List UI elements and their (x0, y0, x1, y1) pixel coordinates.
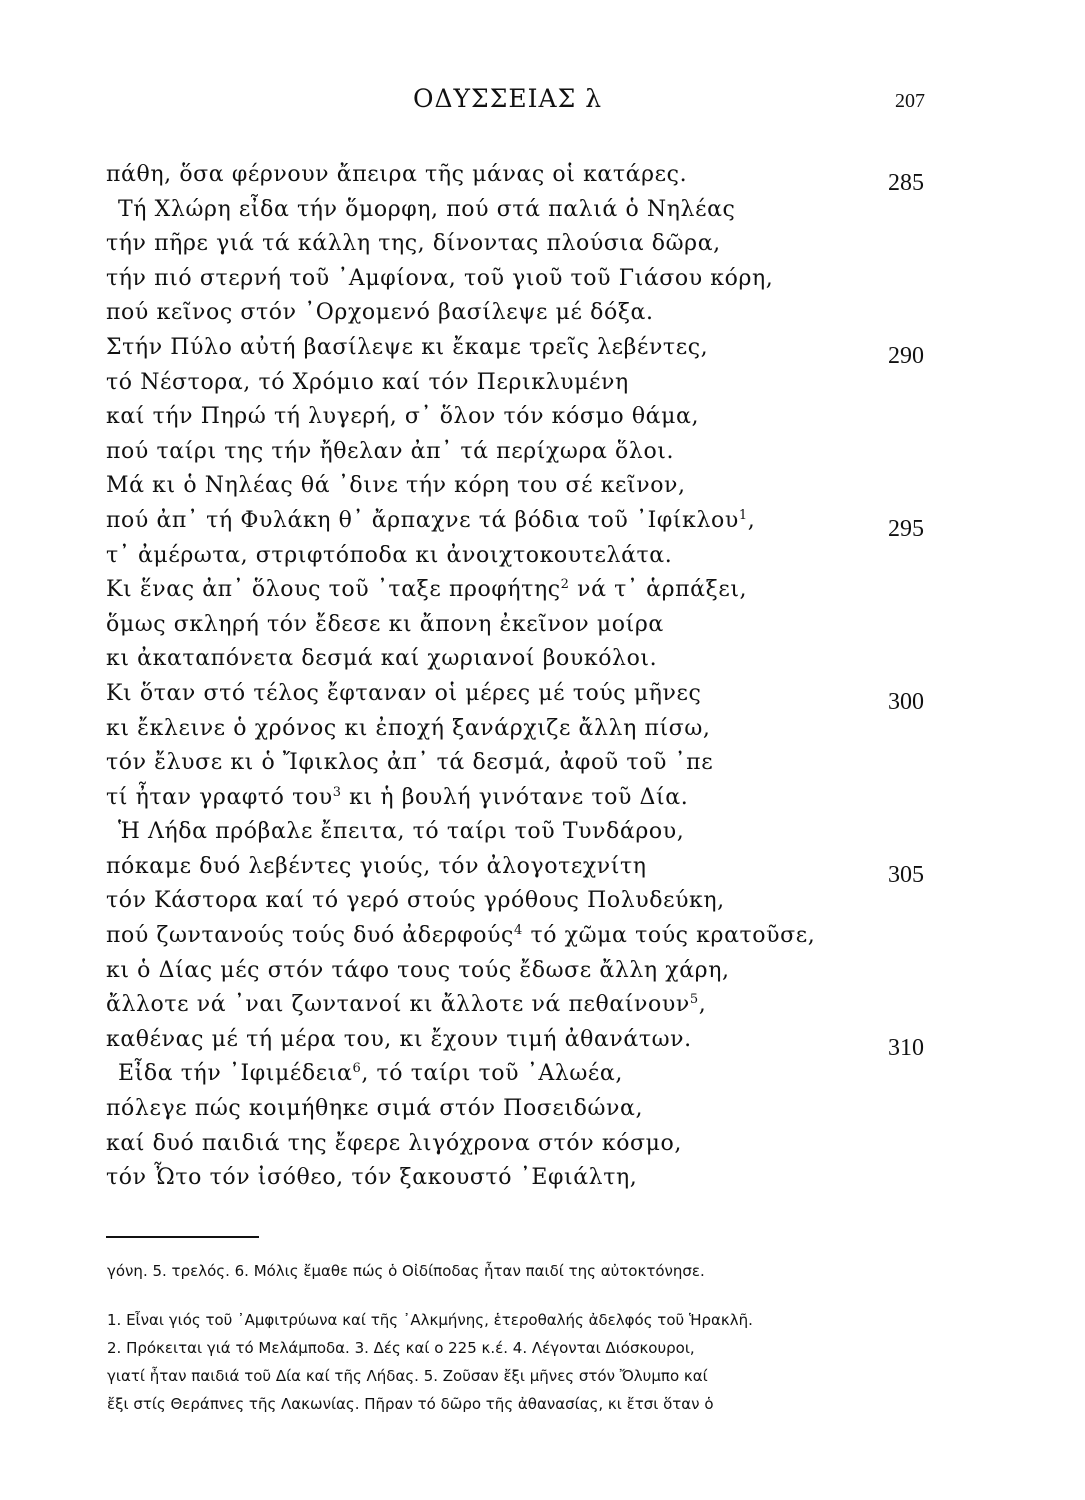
footnote-separator (106, 1236, 259, 1238)
verse-line (0, 331, 1085, 369)
verse-text-main: πού ταίρι της τήν ἤθελαν ἀπ᾿ τά περίχωρα ὅλοι. (106, 438, 675, 464)
verse-line (0, 850, 1085, 888)
verse-text-continuation: τό χῶμα τούς κρατοῦσε, (522, 923, 816, 949)
page-header (0, 84, 1085, 124)
footnote-marker: 5 (689, 992, 699, 1008)
verse-text-main: Στήν Πύλο αὐτή βασίλεψε κι ἔκαμε τρεῖς λεβέντες, (106, 334, 709, 360)
verse-text-main: Μά κι ὁ Νηλέας θά ᾿δινε τήν κόρη του σέ κεῖνον, (106, 473, 686, 499)
verse-text (106, 712, 710, 747)
verse-line (0, 193, 1085, 228)
footnote-line: γιατί ἦταν παιδιά τοῦ Δία καί τῆς Λήδας. 5. Ζοῦσαν ἔξι μῆνες στόν Ὄλυμπο καί (107, 1367, 708, 1385)
verse-line (0, 262, 1085, 297)
verse-text (106, 573, 747, 608)
verse-text (106, 988, 706, 1023)
verse-text (106, 850, 647, 885)
verse-text-main: πόκαμε δυό λεβέντες γιούς, τόν ἀλογοτεχνίτη (106, 853, 647, 879)
verse-text (106, 504, 755, 539)
verse-text (106, 608, 664, 643)
verse-text (106, 469, 686, 504)
verse-text (106, 296, 654, 331)
verse-line (0, 469, 1085, 504)
verse-text (106, 400, 699, 435)
footnote-line: 1. Εἶναι γιός τοῦ ᾿Αμφιτρύωνα καί τῆς ᾿Αλκμήνης, ἑτεροθαλής ἀδελφός τοῦ Ἡρακλῆ. (107, 1311, 753, 1329)
verse-line (0, 1127, 1085, 1162)
verse-line (0, 539, 1085, 574)
verse-line (0, 1057, 1085, 1092)
verse-text (106, 539, 672, 574)
verse-line (0, 1161, 1085, 1196)
verse-text (118, 1057, 623, 1092)
verse-line (0, 919, 1085, 954)
verse-line (0, 158, 1085, 196)
footnote-line: 2. Πρόκειται γιά τό Μελάμποδα. 3. Δές καί ο 225 κ.έ. 4. Λέγονται Διόσκουροι, (107, 1339, 695, 1357)
verse-text (106, 366, 629, 401)
verse-text-continuation: κι ἡ βουλή γινότανε τοῦ Δία. (341, 784, 689, 810)
verse-text-main: πόλεγε πώς κοιμήθηκε σιμά στόν Ποσειδώνα, (106, 1096, 644, 1122)
footnote-marker: 6 (352, 1061, 362, 1077)
verse-text-main: Κι ἕνας ἀπ᾿ ὅλους τοῦ ᾿ταξε προφήτης (106, 577, 561, 603)
footnote-marker: 4 (513, 923, 523, 939)
verse-line (0, 573, 1085, 608)
verse-line (0, 712, 1085, 747)
verse-text-main: τόν ἔλυσε κι ὁ Ἴφικλος ἀπ᾿ τά δεσμά, ἀφοῦ τοῦ ᾿πε (106, 750, 714, 776)
verse-line (0, 1092, 1085, 1127)
verse-text-main: τό Νέστορα, τό Χρόμιο καί τόν Περικλυμένη (106, 369, 629, 395)
verse-line (0, 815, 1085, 850)
verse-text-main: τί ἦταν γραφτό του (106, 784, 333, 810)
page-number: 207 (895, 90, 925, 112)
verse-text-main: τόν Κάστορα καί τό γερό στούς γρόθους Πολυδεύκη, (106, 888, 725, 914)
verse-line (0, 988, 1085, 1023)
verse-text-main: καθένας μέ τή μέρα του, κι ἔχουν τιμή ἀθανάτων. (106, 1026, 692, 1052)
verse-text-main: πάθη, ὅσα φέρνουν ἄπειρα τῆς μάνας οἱ κατάρες. (106, 162, 688, 187)
verse-text (106, 227, 721, 262)
verse-line (0, 608, 1085, 643)
verse-text-main: πού ἀπ᾿ τή Φυλάκη θ᾿ ἄρπαχνε τά βόδια τοῦ ᾿Ιφίκλου (106, 507, 739, 533)
verse-text (106, 262, 773, 297)
line-number: 290 (888, 342, 924, 369)
verse-text (106, 1023, 692, 1058)
line-number: 295 (888, 515, 924, 542)
verse-text-main: Κι ὅταν στό τέλος ἔφταναν οἱ μέρες μέ τούς μῆνες (106, 680, 702, 706)
verse-line (0, 435, 1085, 470)
verse-text-main: κι ἔκλεινε ὁ χρόνος κι ἐποχή ξανάρχιζε ἄλλη πίσω, (106, 715, 711, 741)
running-title: ΟΔΥΣΣΕΙΑΣ λ (413, 84, 603, 113)
verse-text (106, 677, 701, 712)
verse-line (0, 504, 1085, 542)
verse-line (0, 400, 1085, 435)
verse-text-main: ἄλλοτε νά ᾿ναι ζωντανοί κι ἄλλοτε νά πεθαίνουν (106, 992, 690, 1018)
poem-body (0, 158, 1085, 1196)
verse-text-main: Εἶδα τήν ᾿Ιφιμέδεια (118, 1061, 353, 1087)
verse-line (0, 1023, 1085, 1061)
line-number: 300 (888, 688, 924, 715)
verse-text-continuation: , (747, 507, 756, 533)
verse-text (106, 158, 687, 193)
verse-line (0, 677, 1085, 715)
verse-text (106, 954, 730, 989)
line-number: 310 (888, 1034, 924, 1061)
verse-text (106, 1127, 682, 1162)
verse-text-continuation: , τό ταίρι τοῦ ᾿Αλωέα, (361, 1061, 623, 1087)
verse-text (106, 781, 688, 816)
verse-text-main: ὅμως σκληρή τόν ἔδεσε κι ἄπονη ἐκεῖνον μοίρα (106, 611, 664, 637)
verse-line (0, 642, 1085, 677)
verse-text-main: κι ἀκαταπόνετα δεσμά καί χωριανοί βουκόλοι. (106, 646, 658, 672)
footnote-marker: 1 (738, 507, 748, 523)
verse-text-continuation: , (698, 992, 707, 1018)
verse-line (0, 296, 1085, 331)
verse-line (0, 884, 1085, 919)
verse-line (0, 746, 1085, 781)
verse-text-main: Ἡ Λήδα πρόβαλε ἔπειτα, τό ταίρι τοῦ Τυνδάρου, (118, 819, 685, 845)
verse-line (0, 954, 1085, 989)
line-number: 285 (888, 170, 924, 196)
footnote-continuation: γόνη. 5. τρελός. 6. Μόλις ἔμαθε πώς ὁ Οἰδίποδας ἦταν παιδί της αὐτοκτόνησε. (107, 1262, 705, 1280)
verse-text (118, 193, 735, 228)
verse-text (106, 919, 815, 954)
verse-text (106, 1161, 637, 1196)
verse-text-main: Τή Χλώρη εἶδα τήν ὅμορφη, πού στά παλιά ὁ Νηλέας (118, 196, 736, 222)
verse-text-main: τήν πῆρε γιά τά κάλλη της, δίνοντας πλούσια δῶρα, (106, 231, 721, 257)
verse-line (0, 366, 1085, 401)
verse-text-main: τ᾿ ἀμέρωτα, στριφτόποδα κι ἀνοιχτοκουτελάτα. (106, 542, 673, 568)
verse-text-continuation: νά τ᾿ ἁρπάξει, (569, 577, 748, 603)
verse-text (106, 746, 713, 781)
footnote-marker: 2 (560, 577, 570, 593)
verse-text (106, 1092, 643, 1127)
verse-text (106, 884, 725, 919)
verse-text-main: καί τήν Πηρώ τή λυγερή, σ᾿ ὅλον τόν κόσμο θάμα, (106, 404, 700, 430)
verse-text (106, 435, 674, 470)
verse-line (0, 227, 1085, 262)
verse-line (0, 781, 1085, 816)
verse-text-main: πού ζωντανούς τούς δυό ἀδερφούς (106, 923, 514, 949)
verse-text-main: τήν πιό στερνή τοῦ ᾿Αμφίονα, τοῦ γιοῦ τοῦ Γιάσου κόρη, (106, 265, 774, 291)
verse-text-main: καί δυό παιδιά της ἔφερε λιγόχρονα στόν κόσμο, (106, 1130, 682, 1156)
verse-text-main: κι ὁ Δίας μές στόν τάφο τους τούς ἔδωσε ἄλλη χάρη, (106, 957, 730, 983)
footnote-line: ἔξι στίς Θεράπνες τῆς Λακωνίας. Πῆραν τό δῶρο τῆς ἀθανασίας, κι ἔτσι ὅταν ὁ (107, 1395, 714, 1413)
verse-text-main: τόν Ὦτο τόν ἰσόθεο, τόν ξακουστό ᾿Εφιάλτη, (106, 1165, 638, 1191)
verse-text (106, 642, 657, 677)
line-number: 305 (888, 861, 924, 888)
verse-text-main: πού κεῖνος στόν ᾿Ορχομενό βασίλεψε μέ δόξα. (106, 300, 654, 326)
verse-text (106, 331, 708, 366)
footnote-marker: 3 (332, 784, 342, 800)
verse-text (118, 815, 684, 850)
